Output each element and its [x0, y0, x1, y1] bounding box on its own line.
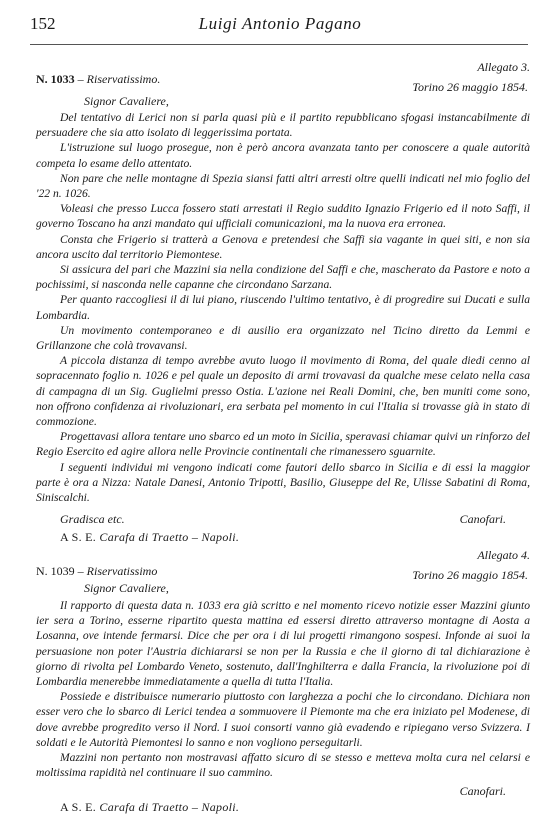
paragraph: Un movimento contemporaneo e di ausilio era organizzato nel Ticino diretto da Lemmi e Grillanzone che colà trovavansi.	[36, 323, 530, 353]
letter-body	[36, 598, 530, 780]
addressee-prefix: A S. E.	[60, 800, 97, 814]
paragraph: Non pare che nelle montagne di Spezia siansi fatti altri arresti oltre quelli indicati nel mio foglio del '22 n. 1026.	[36, 171, 530, 201]
paragraph: Il rapporto di questa data n. 1033 era già scritto e nel momento ricevo notizie esser Mazzini giunto ier sera a Torino, esserne ripartito questa mattina ed essersi diretto attraverso montagne di Aosta a Losanna, ove intende fermarsi. Dice che per ora i di lui progetti rimangono sospesi. Infonde ai suoi la persuasione non poter l'Austria dichiararsi se non per la Russia e che il giorno di tal dichiarazione è giorno di rivolta pel Lombardo Veneto, sostenuto, dall'Inghilterra e dalla Francia, la rivoluzione poi di Lombardia menerebbe immediatamente a quella di tutta l'Italia.	[36, 599, 530, 689]
page-header	[30, 14, 530, 36]
paragraph: I seguenti individui mi vengono indicati come fautori dello sbarco in Sicilia e di essi la maggior parte è ora a Nizza: Natale Danesi, Antonio Tripotti, Basilio, Giuseppe del Re, Ulisse Sabatini di Roma, Siniscalchi.	[36, 460, 530, 505]
paragraph: Voleasi che presso Lucca fossero stati arrestati il Regio suddito Ignazio Frigerio ed il noto Saffi, il governo Toscano ha anzi mandato qui ufficiali comunicazioni, ma la nuova era erronea.	[36, 202, 530, 231]
letter-date: Torino 26 maggio 1854.	[412, 568, 528, 582]
salutation: Signor Cavaliere,	[84, 581, 169, 595]
addressee-prefix: A S. E.	[60, 530, 97, 544]
letter-classification: – Riservatissimo.	[77, 72, 161, 86]
paragraph: Possiede e distribuisce numerario piuttosto con larghezza a pochi che lo circondano. Dichiara non esser vero che lo sbarco di Lerici tendea a sommuovere il Piemonte ma che era iniziato pel Modenese, di dove avrebbe progredito verso il Nord. I suoi consorti vanno già evadendo e ripiegano verso Svizzera. I soldati e le Autorità Piemontesi lo sanno e non vogliono perseguitarli.	[36, 690, 530, 749]
signature: Canofari.	[459, 512, 506, 526]
letter-body	[36, 110, 530, 505]
paragraph: Per quanto raccogliesi il di lui piano, riuscendo l'ultimo tentativo, è di progredire sui Ducati e sulla Lombardia.	[36, 293, 530, 322]
letter-number: N. 1039	[36, 564, 75, 578]
allegato-label: Allegato 4.	[477, 548, 530, 562]
paragraph: Si assicura del pari che Mazzini sia nella condizione del Saffi e che, mascherato da Pastore e noto a pochissimi, si nasconda nelle capanne che circondano Sarzana.	[36, 263, 530, 292]
addressee-name: Carafa di Traetto – Napoli.	[99, 530, 240, 544]
letter-number: N. 1033	[36, 72, 75, 86]
letter-number-line	[36, 72, 160, 87]
letter-number-line	[36, 564, 157, 579]
letter-1033	[36, 60, 530, 550]
signature: Canofari.	[459, 784, 506, 798]
paragraph: Progettavasi allora tentare uno sbarco ed un moto in Sicilia, speravasi chiamar quivi un rinforzo del Regio Esercito ed agire allora nelle Provincie continentali che rimanessero sguarnite.	[36, 430, 530, 459]
paragraph: Consta che Frigerio si tratterà a Genova e pretendesi che Saffi sia vagante in quei siti, e non sia ancora uscito dal territorio Piemontese.	[36, 232, 530, 261]
addressee	[60, 530, 239, 545]
addressee-name: Carafa di Traetto – Napoli.	[99, 800, 240, 814]
salutation: Signor Cavaliere,	[84, 94, 169, 108]
paragraph: L'istruzione sul luogo prosegue, non è però ancora avanzata tanto per conoscere a quale autorità competa lo esame dello attentato.	[36, 141, 530, 170]
letter-classification: – Riservatissimo	[77, 564, 158, 578]
letter-date: Torino 26 maggio 1854.	[412, 80, 528, 94]
paragraph: Mazzini non pertanto non mostravasi affatto sicuro di se stesso e metteva molta cura nel celarsi e moltissima rapidità nel continuare il suo cammino.	[36, 751, 530, 780]
running-head: Luigi Antonio Pagano	[198, 14, 362, 33]
page-number: 152	[30, 14, 56, 33]
addressee	[60, 800, 239, 815]
header-rule	[30, 44, 528, 45]
paragraph: Del tentativo di Lerici non si parla quasi più e il partito repubblicano sfogasi instancabilmente di persuadere che sia atto isolato di leggerissima portata.	[36, 111, 530, 140]
closing: Gradisca etc.	[60, 512, 125, 526]
letter-1039	[36, 548, 530, 820]
allegato-label: Allegato 3.	[477, 60, 530, 74]
paragraph: A piccola distanza di tempo avrebbe avuto luogo il movimento di Roma, del quale diedi cenno al sopracennato foglio n. 1026 e pel quale un deposito di armi trovavasi da qualche mese celato nella casa di campagna di un Sig. Guglielmi presso Ostia. L'azione nei Reali Domini, che, ben muniti come sono, non offrono confidenza ai rivoluzionari, era serbata pel momento in cui l'Italia si trovasse già in stato di commozione.	[36, 354, 530, 429]
